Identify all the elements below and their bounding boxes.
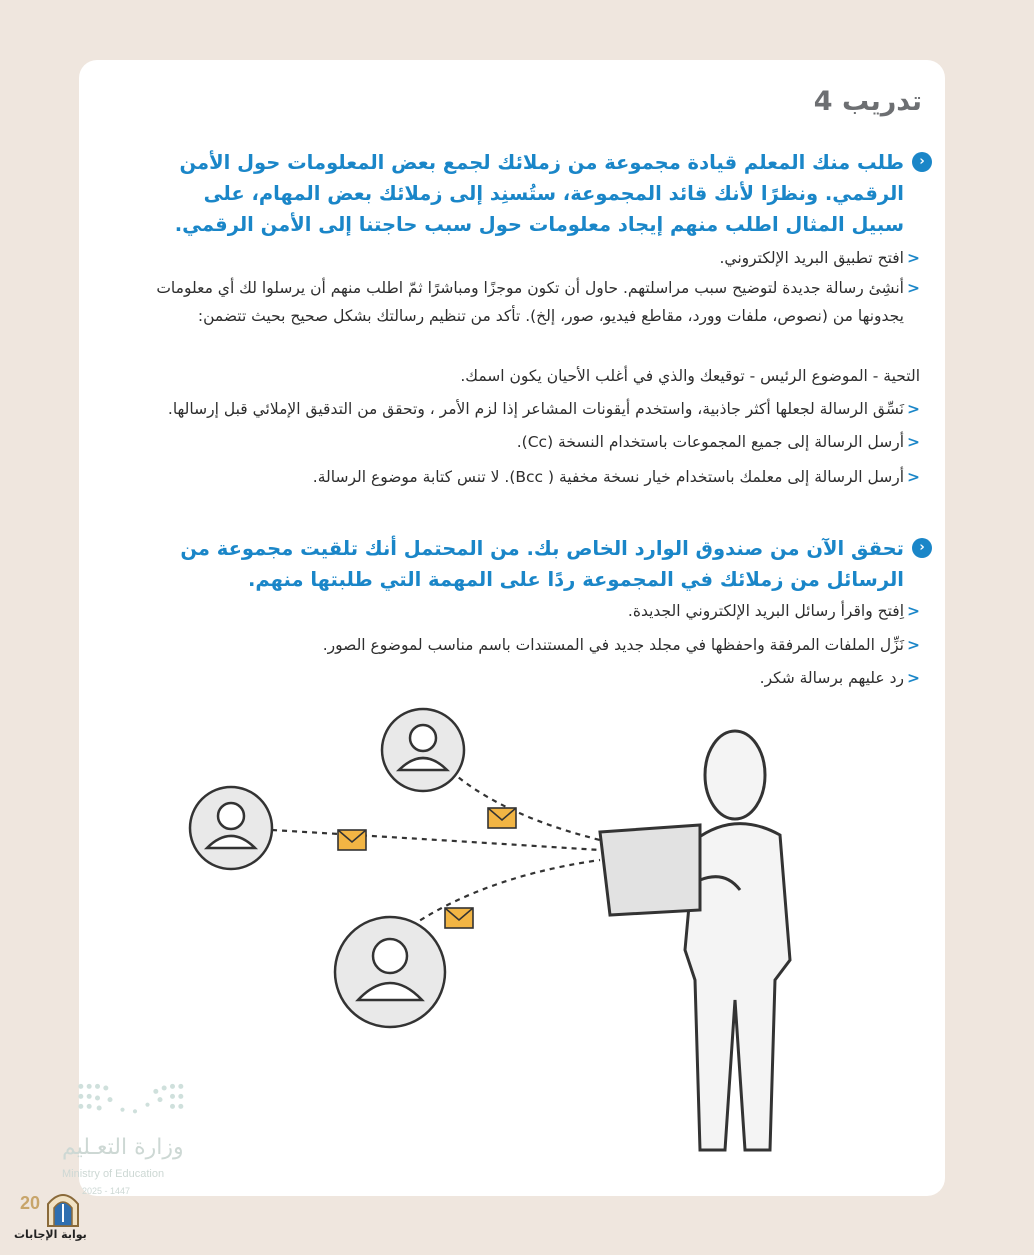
bullet-icon: < [907,400,920,418]
task-1-step-2: < أنشِئ رسالة جديدة لتوضيح سبب مراسلتهم. حاول أن تكون موجزًا ومباشرًا ثمّ اطلب منهم أن يرسلوا لك أي معلومات يجدونها من (نصوص، ملفات وورد، مقاطع فيديو، صور، إلخ). تأكد من تنظيم رسالتك بشكل صحيح بحيث تتضمن: [144,274,904,330]
task-1-heading [154,147,925,240]
brand-name: بوابة الإجابات [14,1228,87,1241]
ministry-logo-icon [60,1078,210,1128]
connection-line [272,830,600,850]
page-number: 20 [20,1193,41,1213]
avatar-icon [190,787,272,869]
ministry-name-en: Ministry of Education [62,1168,165,1180]
ministry-year: 2025 - 1447 [82,1186,131,1196]
email-group-illustration [180,700,800,1170]
task-1-step-5: < أرسل الرسالة إلى معلمك باستخدام خيار نسخة مخفية ( Bcc). لا تنس كتابة موضوع الرسالة. [144,463,904,491]
chevron-circle-icon: ‹ [912,152,932,172]
exercise-title: تدريب 4 [813,86,922,117]
envelope-icon [445,908,473,928]
bullet-icon: < [907,669,920,687]
bullet-icon: < [907,279,920,297]
task-1-heading-text: طلب منك المعلم قيادة مجموعة من زملائك لجمع بعض المعلومات حول الأمن الرقمي. ونظرًا لأنك قائد المجموعة، ستُسنِد إلى زملائك بعض المهام، على سبيل المثال اطلب منهم إيجاد معلومات حول سبب حاجتنا إلى الأمن الرقمي. [174,151,904,236]
task-2-heading [154,533,925,595]
person-with-tablet-icon [600,731,790,1150]
task-1-step-1: < افتح تطبيق البريد الإلكتروني. [144,244,904,272]
task-2-step-2: < نَزِّل الملفات المرفقة واحفظها في مجلد جديد في المستندات باسم مناسب لموضوع الصور. [144,631,904,659]
brand-logo-icon [44,1188,82,1228]
avatar-icon [335,917,445,1027]
bullet-icon: < [907,602,920,620]
task-1-step-3: < نَسِّق الرسالة لجعلها أكثر جاذبية، واستخدم أيقونات المشاعر إذا لزم الأمر ، وتحقق من التدقيق الإملائي قبل إرسالها. [144,395,904,423]
chevron-circle-icon: ‹ [912,538,932,558]
bullet-icon: < [907,468,920,486]
ministry-name-ar: وزارة التعـليم [62,1135,184,1160]
task-1-note: التحية - الموضوع الرئيس - توقيعك والذي في أغلب الأحيان يكون اسمك. [460,367,920,385]
task-2-step-1: < اِفتح واقرأ رسائل البريد الإلكتروني الجديدة. [144,597,904,625]
avatar-icon [382,709,464,791]
envelope-icon [488,808,516,828]
task-1-step-4: < أرسل الرسالة إلى جميع المجموعات باستخدام النسخة (Cc). [144,428,904,456]
bullet-icon: < [907,636,920,654]
bullet-icon: < [907,249,920,267]
bullet-icon: < [907,433,920,451]
task-2-step-3: < رد عليهم برسالة شكر. [144,664,904,692]
task-2-heading-text: تحقق الآن من صندوق الوارد الخاص بك. من المحتمل أنك تلقيت مجموعة من الرسائل من زملائك في المجموعة ردًا على المهمة التي طلبتها منهم. [180,537,904,591]
envelope-icon [338,830,366,850]
